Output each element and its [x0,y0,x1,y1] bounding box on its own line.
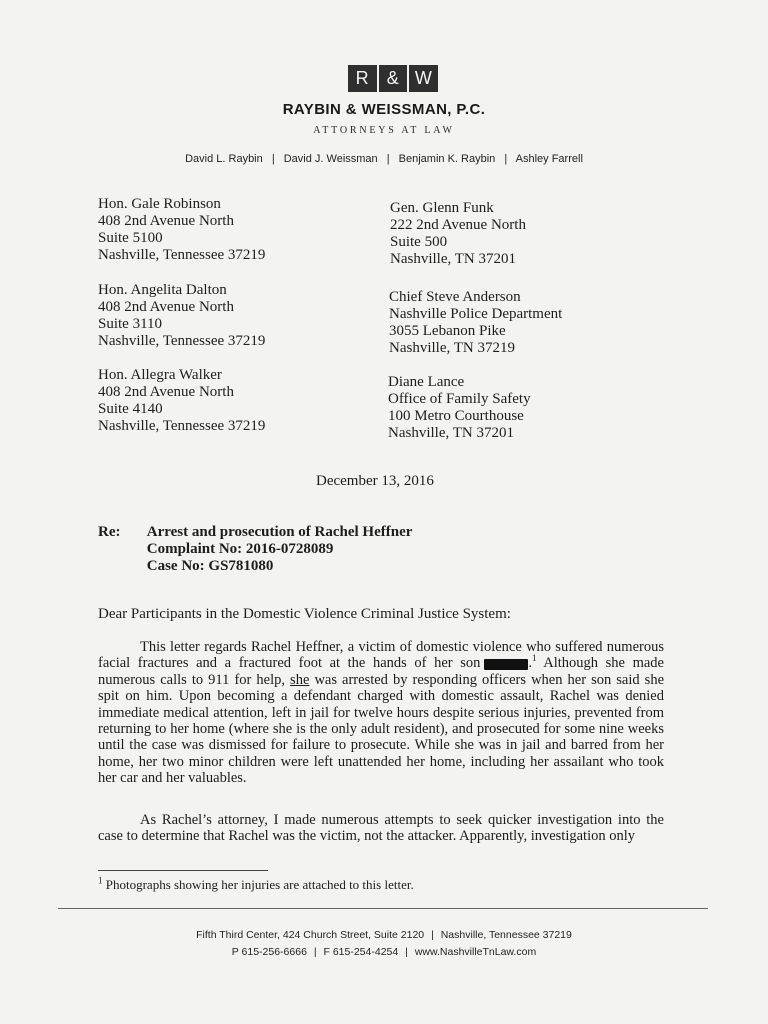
attorney-separator: | [504,153,508,165]
address-line: 408 2nd Avenue North [98,384,234,400]
address-line: Suite 3110 [98,316,163,332]
redaction-block [484,659,528,670]
recipient-address-right-1 [390,200,640,268]
recipient-address-left-2 [98,282,348,350]
address-line: Suite 4140 [98,401,163,417]
footer-address-part: Nashville, Tennessee 37219 [440,929,572,941]
address-line: 3055 Lebanon Pike [389,323,506,339]
paragraph-text: was arrested by responding officers when her son said she spit on him. Upon becoming a defendant charged with domestic assault, Rachel was denied immediate medical attention, left in jail for twelve hours despite serious injuries, prevented from returning to her home (where she is the only adult resident), and prosecuted for some nine weeks until the case was dismissed for failure to prosecute. While she was in jail and barred from her home, her two minor children were left unattended her home, including her assailant who took her car and her valuables. [98,671,665,787]
address-line: Hon. Allegra Walker [98,367,222,383]
attorney-separator: | [386,153,390,165]
paragraph-text: As Rachel’s attorney, I made numerous attempts to seek quicker investigation into the case to determine that Rachel was the victim, not the attacker. Apparently, investigation only [98,812,664,845]
firm-subtitle: ATTORNEYS AT LAW [313,125,455,136]
logo-ampersand: & [379,65,408,92]
subject-line: Case No: GS781080 [146,558,274,574]
footnote-number: 1 [98,875,103,886]
footer-contact [0,946,768,958]
logo-letter-w: W [409,65,438,92]
footer-address [0,929,768,941]
footnote-divider [98,870,268,871]
footnote-reference: 1 [531,653,537,664]
paragraph-text: . [528,655,532,672]
attorney-name: Benjamin K. Raybin [398,153,496,165]
address-line: 100 Metro Courthouse [388,408,524,424]
firm-name: RAYBIN & WEISSMAN, P.C. [282,101,486,118]
logo-letter-r: R [348,65,377,92]
address-line: Hon. Gale Robinson [98,196,221,212]
address-line: 408 2nd Avenue North [98,213,234,229]
footer-address-part: Fifth Third Center, 424 Church Street, Suite 2120 [196,929,425,941]
address-line: Nashville, Tennessee 37219 [98,247,266,263]
underlined-word: she [290,671,310,688]
recipient-address-left-1 [98,196,348,264]
subject-line: Complaint No: 2016-0728089 [146,541,334,557]
address-line: Suite 5100 [98,230,163,246]
footer-separator: | [405,946,408,958]
address-line: Diane Lance [388,374,465,390]
address-line: Chief Steve Anderson [389,289,521,305]
salutation: Dear Participants in the Domestic Violence Criminal Justice System: [98,606,511,622]
address-line: Nashville, Tennessee 37219 [98,333,266,349]
subject-line: Arrest and prosecution of Rachel Heffner [146,524,413,540]
recipient-addresses [98,196,698,451]
body-paragraph-2 [98,812,664,845]
address-line: 222 2nd Avenue North [390,217,526,233]
footer-separator: | [431,929,434,941]
subject-block [98,524,412,575]
recipient-address-right-3 [388,374,638,442]
address-line: 408 2nd Avenue North [98,299,234,315]
address-line: Nashville, TN 37201 [390,251,516,267]
address-line: Suite 500 [390,234,448,250]
footer-website: www.NashvilleTnLaw.com [414,946,537,958]
attorney-list [0,153,768,165]
address-line: Nashville, TN 37219 [389,340,515,356]
subject-label: Re: [98,524,121,540]
recipient-address-left-3 [98,367,348,435]
address-line: Gen. Glenn Funk [390,200,494,216]
attorney-name: David J. Weissman [283,153,378,165]
address-line: Nashville Police Department [389,306,563,322]
address-line: Nashville, TN 37201 [388,425,514,441]
firm-logo [348,65,438,92]
address-line: Nashville, Tennessee 37219 [98,418,266,434]
attorney-separator: | [271,153,275,165]
paragraph-text: This letter regards Rachel Heffner, a victim of domestic violence who suffered numerous facial fractures and a fractured foot at the hands of her son [98,639,664,672]
footer-phone: P 615-256-6666 [231,946,307,958]
address-line: Office of Family Safety [388,391,531,407]
address-line: Hon. Angelita Dalton [98,282,227,298]
recipient-address-right-2 [389,289,639,357]
paragraph-text: Although she made numerous calls to 911 for help, [98,655,664,688]
footer-fax: F 615-254-4254 [323,946,399,958]
footnote [98,877,414,893]
footer-divider [58,908,708,909]
body-paragraph-1 [98,639,664,787]
attorney-name: David L. Raybin [185,153,263,165]
attorney-name: Ashley Farrell [515,153,583,165]
letter-date: December 13, 2016 [316,473,434,489]
footer-separator: | [313,946,317,958]
footnote-text: Photographs showing her injuries are attached to this letter. [102,877,414,892]
subject-lines [147,524,413,575]
